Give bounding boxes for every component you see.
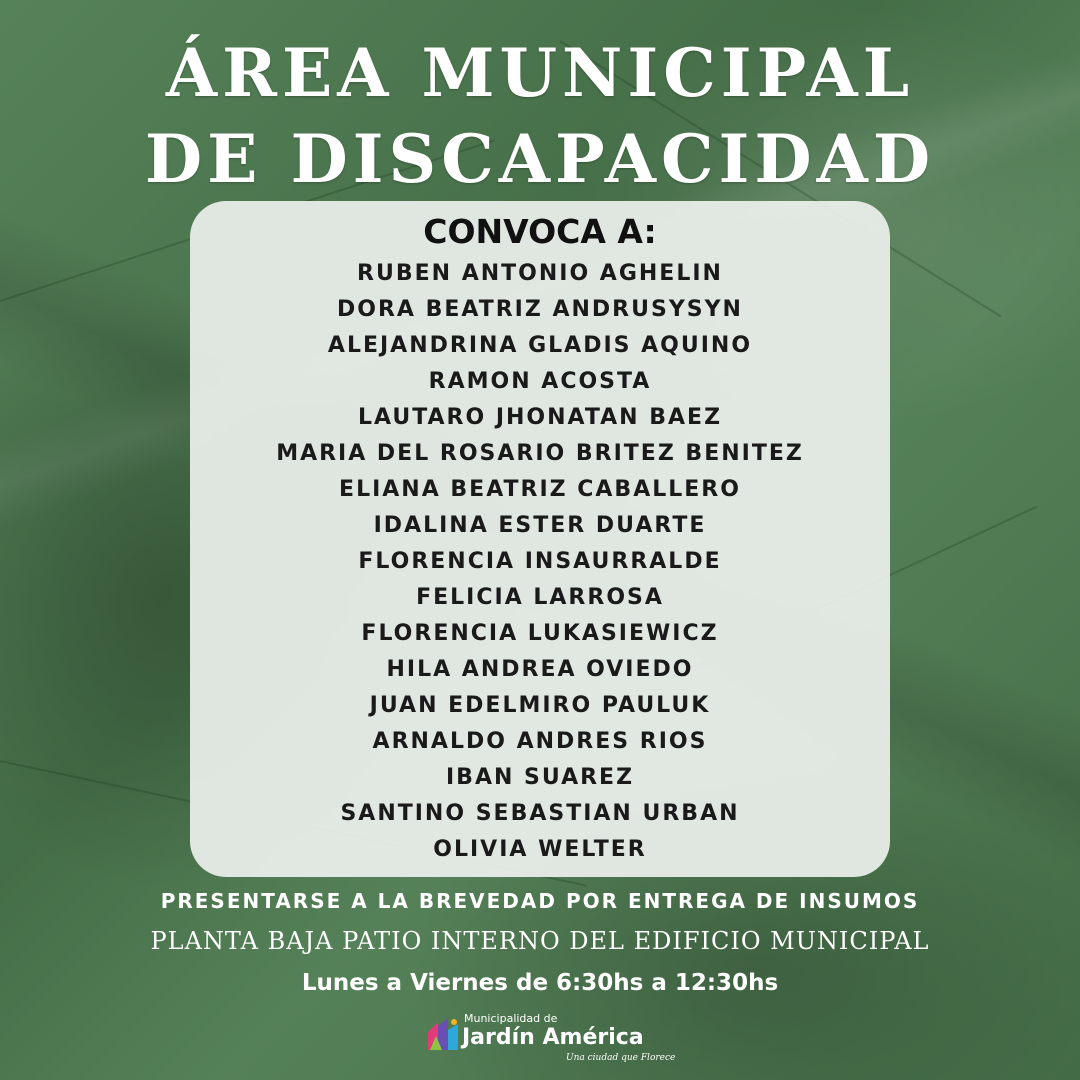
notice-text: PRESENTARSE A LA BREVEDAD POR ENTREGA DE INSUMOS [160, 889, 920, 913]
list-item: FLORENCIA LUKASIEWICZ [361, 621, 719, 646]
page-title-line-2: DE DISCAPACIDAD [144, 120, 936, 198]
logo-name: Jardín América [462, 1025, 644, 1050]
list-item: OLIVIA WELTER [433, 837, 647, 862]
list-item: MARIA DEL ROSARIO BRITEZ BENITEZ [276, 441, 804, 466]
names-list [190, 256, 890, 868]
list-item: ARNALDO ANDRES RIOS [372, 729, 708, 754]
city-logo-icon [424, 1014, 464, 1054]
logo-small-text: Municipalidad de [464, 1012, 558, 1025]
list-item: ELIANA BEATRIZ CABALLERO [339, 477, 741, 502]
list-item: IBAN SUAREZ [445, 765, 635, 790]
list-item: ALEJANDRINA GLADIS AQUINO [327, 333, 753, 358]
page-title-line-1: ÁREA MUNICIPAL [165, 34, 915, 112]
list-item: JUAN EDELMIRO PAULUK [369, 693, 711, 718]
location-text: PLANTA BAJA PATIO INTERNO DEL EDIFICIO MUNICIPAL [150, 927, 930, 955]
list-item: IDALINA ESTER DUARTE [373, 513, 707, 538]
schedule-text: Lunes a Viernes de 6:30hs a 12:30hs [301, 970, 779, 996]
list-item: RUBEN ANTONIO AGHELIN [357, 261, 723, 286]
list-item: HILA ANDREA OVIEDO [386, 657, 694, 682]
list-item: DORA BEATRIZ ANDRUSYSYN [337, 297, 743, 322]
card-heading: CONVOCA A: [423, 212, 657, 251]
list-item: RAMON ACOSTA [428, 369, 652, 394]
list-item: FELICIA LARROSA [416, 585, 664, 610]
list-item: LAUTARO JHONATAN BAEZ [357, 405, 723, 430]
list-item: SANTINO SEBASTIAN URBAN [340, 801, 740, 826]
municipality-logo [424, 1012, 676, 1072]
list-item: FLORENCIA INSAURRALDE [358, 549, 722, 574]
logo-tagline: Una ciudad que Florece [566, 1053, 676, 1063]
